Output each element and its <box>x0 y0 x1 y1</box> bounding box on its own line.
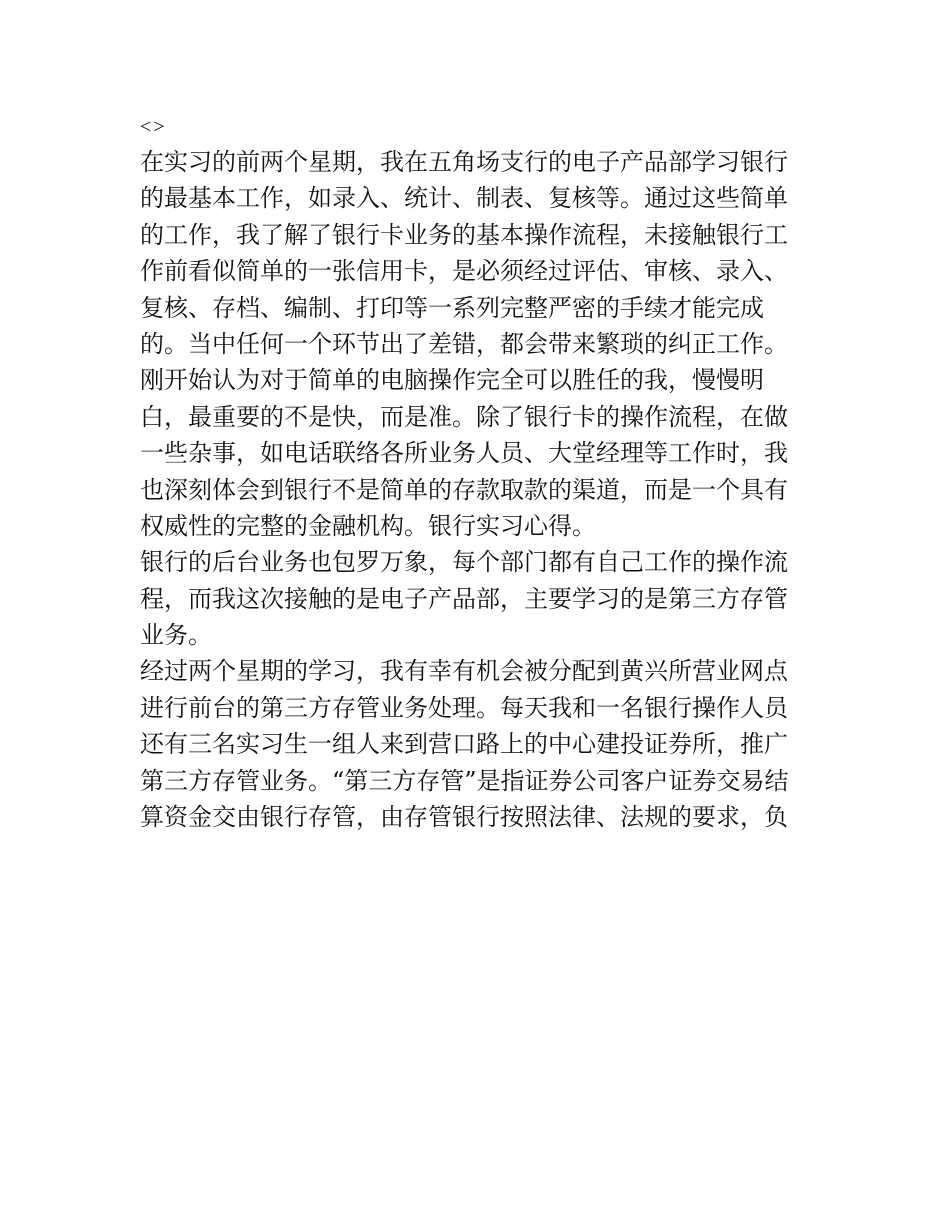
text-line: 作前看似简单的一张信用卡，是必须经过评估、审核、录入、 <box>140 257 788 286</box>
text-line: 进行前台的第三方存管业务处理。每天我和一名银行操作人员 <box>140 693 788 722</box>
paragraph-1 <box>140 144 812 544</box>
text-line: 程，而我这次接触的是电子产品部，主要学习的是第三方存管 <box>140 584 788 613</box>
text-line: 复核、存档、编制、打印等一系列完整严密的手续才能完成 <box>140 293 764 322</box>
text-line: 第三方存管业务。“第三方存管”是指证券公司客户证券交易结 <box>140 766 789 795</box>
text-line: 经过两个星期的学习，我有幸有机会被分配到黄兴所营业网点 <box>140 657 788 686</box>
text-line: 在实习的前两个星期，我在五角场支行的电子产品部学习银行 <box>140 148 788 176</box>
text-line: 刚开始认为对于简单的电脑操作完全可以胜任的我，慢慢明 <box>140 366 764 395</box>
paragraph-3 <box>140 653 812 835</box>
text-line: 还有三名实习生一组人来到营口路上的中心建投证券所，推广 <box>140 730 788 759</box>
text-line: 白，最重要的不是快，而是准。除了银行卡的操作流程，在做 <box>140 402 788 431</box>
text-line: 业务。 <box>140 621 212 650</box>
section-marker: <> <box>140 116 167 138</box>
text-line: 的。当中任何一个环节出了差错，都会带来繁琐的纠正工作。 <box>140 329 788 358</box>
document-body <box>140 110 812 835</box>
text-line: 一些杂事，如电话联络各所业务人员、大堂经理等工作时，我 <box>140 439 788 468</box>
text-line: 的工作，我了解了银行卡业务的基本操作流程，未接触银行工 <box>140 220 788 249</box>
paragraph-2 <box>140 544 812 653</box>
text-line: 权威性的完整的金融机构。银行实习心得。 <box>140 511 596 540</box>
text-line: 银行的后台业务也包罗万象，每个部门都有自己工作的操作流 <box>140 548 788 577</box>
text-line: 也深刻体会到银行不是简单的存款取款的渠道，而是一个具有 <box>140 475 788 504</box>
text-line: 的最基本工作，如录入、统计、制表、复核等。通过这些简单 <box>140 184 788 213</box>
text-line: 算资金交由银行存管，由存管银行按照法律、法规的要求，负 <box>140 803 788 832</box>
